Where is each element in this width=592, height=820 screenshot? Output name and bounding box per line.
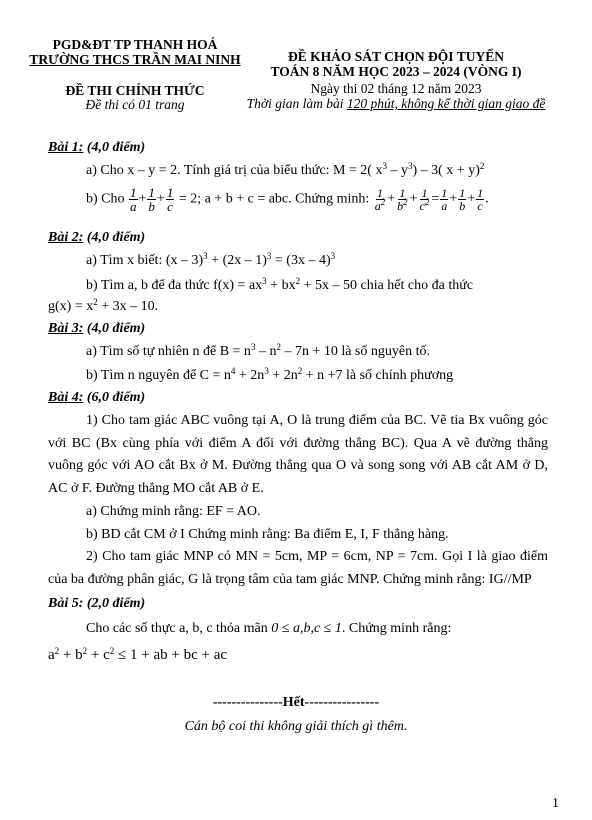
proctor-note: Cán bộ coi thi không giải thích gì thêm. <box>184 719 408 734</box>
bai1-a-tail2: ) – 3( x + y) <box>412 163 480 178</box>
page-number: 1 <box>552 796 559 811</box>
duration-prefix: Thời gian làm bài <box>246 96 347 111</box>
bai2-polynomial-g: $g(x) = x^2 + 3x - 10$. <box>48 297 159 314</box>
bai2-part-a: a) Tìm x biết: (x – 3)$^3$ + (2x – 1)$^3$ = (3x – 4)$^3$ <box>86 251 336 268</box>
ineq-rhs: ≤ 1 + ab + bc + ac <box>114 647 228 663</box>
exam-date: Ngày thi 02 tháng 12 năm 2023 <box>310 81 482 96</box>
bai1-b-mid: = 2; a + b + c = abc. Chứng minh: <box>175 191 373 207</box>
bai2-b-text3: + 5x – 50 chia hết cho đa thức <box>300 278 474 293</box>
official-exam-label: ĐỀ THI CHÍNH THỨC <box>65 83 205 98</box>
bai3-part-a: a) Tìm số tự nhiên n để $B = n^3 - n^2 - 7n + 10$ là số nguyên tố. <box>86 342 430 359</box>
bai3-b-text: b) Tìm n nguyên để C = n <box>86 368 231 383</box>
bai2-b-text: b) Tìm a, b để đa thức f(x) = ax <box>86 278 263 293</box>
bai2-g-text: g(x) = x <box>48 299 94 314</box>
bai2-g-text2: + 3x – 10. <box>97 299 159 314</box>
bai2-a-text2: + (2x – 1) <box>207 253 267 268</box>
bai4-part-b: b) BD cắt CM ở I Chứng minh rằng: Ba điểm E, I, F thẳng hàng. <box>86 527 449 542</box>
bai5-label: Bài 5: <box>48 596 84 611</box>
bai5-condition: 0 ≤ a,b,c ≤ 1 <box>271 621 342 636</box>
department-name: PGD&ĐT TP THANH HOÁ <box>52 37 218 52</box>
bai4-label: Bài 4: <box>48 390 84 405</box>
exam-duration <box>238 96 554 112</box>
page-count-note: Đề thi có 01 trang <box>85 97 185 112</box>
ineq-c: + c <box>87 647 110 663</box>
bai4-heading <box>48 390 548 406</box>
bai2-a-text: a) Tìm x biết: (x – 3) <box>86 253 204 268</box>
end-marker: ---------------Hết---------------- <box>212 695 380 710</box>
bai1-a-text: a) Cho x – y = 2. Tính giá trị của biểu thức: M = 2( x <box>86 163 383 178</box>
exam-subtitle: TOÁN 8 NĂM HỌC 2023 – 2024 (VÒNG I) <box>270 64 522 79</box>
bai4-problem-2: 2) Cho tam giác MNP có MN = 5cm, MP = 6cm, NP = 7cm. Gọi I là giao điểm của ba đường phân giác, G là trọng tâm của tam giác MNP. Chứng minh rằng: IG//MP <box>48 549 548 587</box>
school-name: TRƯỜNG THCS TRẦN MAI NINH <box>29 52 241 67</box>
bai2-part-b: b) Tìm a, b để đa thức $f(x) = ax^3 + bx^2 + 5x - 50$ chia hết cho đa thức <box>86 276 474 293</box>
bai2-points: (4,0 điểm) <box>83 230 146 245</box>
bai4-problem-1: 1) Cho tam giác ABC vuông tại A, O là trung điểm của BC. Vẽ tia Bx vuông góc với BC (Bx cùng phía với điểm A đối với đường thẳng BC). Qua A vẽ đường thẳng vuông góc với AO cắt Bx ở M. Đường thẳng qua O và song song với AB cắt AM ở D, AC ở F. Đường thẳng MO cắt AB ở E. <box>48 413 548 496</box>
bai4-part-a: a) Chứng minh rằng: EF = AO. <box>86 504 261 519</box>
bai4-points: (6,0 điểm) <box>83 390 146 405</box>
bai5-heading <box>48 596 548 612</box>
bai3-part-b: b) Tìm n nguyên để $C = n^4 + 2n^3 + 2n^2 + n +7$ là số chính phương <box>86 366 454 383</box>
bai1-heading <box>48 140 548 156</box>
bai3-b-text4: + n +7 là số chính phương <box>302 368 454 383</box>
bai1-part-b: b) Cho $\frac{1}{a}$ + $\frac{1}{b}$ + $\frac{1}{c}$ = 2; a + b + c = abc. Chứng minh: $\frac{1}{a^2}$ + $\frac{1}{b^2}$ + $\frac{1}{c^2}$ = $\frac{1}{a}$ + $\frac{1}{b}$ + $\frac{1}{c}$ . <box>86 185 489 214</box>
bai1-label: Bài 1: <box>48 140 84 155</box>
bai5-given-text: Cho các số thực a, b, c thỏa mãn <box>86 621 272 636</box>
bai3-a-text3: – 7n + 10 là số nguyên tố. <box>280 344 430 359</box>
bai3-heading <box>48 321 548 337</box>
bai5-prove-text: . Chứng minh rằng: <box>341 621 452 636</box>
ineq-a: a <box>48 647 55 663</box>
bai3-points: (4,0 điểm) <box>83 321 146 336</box>
bai3-label: Bài 3: <box>48 321 84 336</box>
bai3-b-text2: + 2n <box>235 368 265 383</box>
bai2-a-text3: = (3x – 4) <box>271 253 331 268</box>
bai2-b-text2: + bx <box>266 278 296 293</box>
bai5-given <box>48 621 586 637</box>
bai1-b-prefix: b) Cho <box>86 191 128 207</box>
bai5-inequality: $a^2 + b^2 + c^2 \le 1$ + ab + bc + ac <box>48 646 228 663</box>
bai3-a-text2: – n <box>255 344 277 359</box>
ineq-b: + b <box>59 647 83 663</box>
bai2-label: Bài 2: <box>48 230 84 245</box>
bai1-points: (4,0 điểm) <box>83 140 146 155</box>
bai1-a-tail: – y <box>386 163 408 178</box>
bai2-heading <box>48 230 548 246</box>
bai5-points: (2,0 điểm) <box>83 596 146 611</box>
bai1-part-a: a) Cho x – y = 2. Tính giá trị của biểu thức: M = 2( $x^3 - y^3) - 3$( x + y)$^2$ <box>86 161 485 178</box>
exam-title: ĐỀ KHẢO SÁT CHỌN ĐỘI TUYỂN <box>288 49 504 64</box>
bai3-b-text3: + 2n <box>268 368 298 383</box>
duration-underlined: 120 phút, không kể thời gian giao đề <box>346 96 546 111</box>
bai3-a-text: a) Tìm số tự nhiên n để B = n <box>86 344 251 359</box>
bai1-b-end: . <box>485 191 489 207</box>
